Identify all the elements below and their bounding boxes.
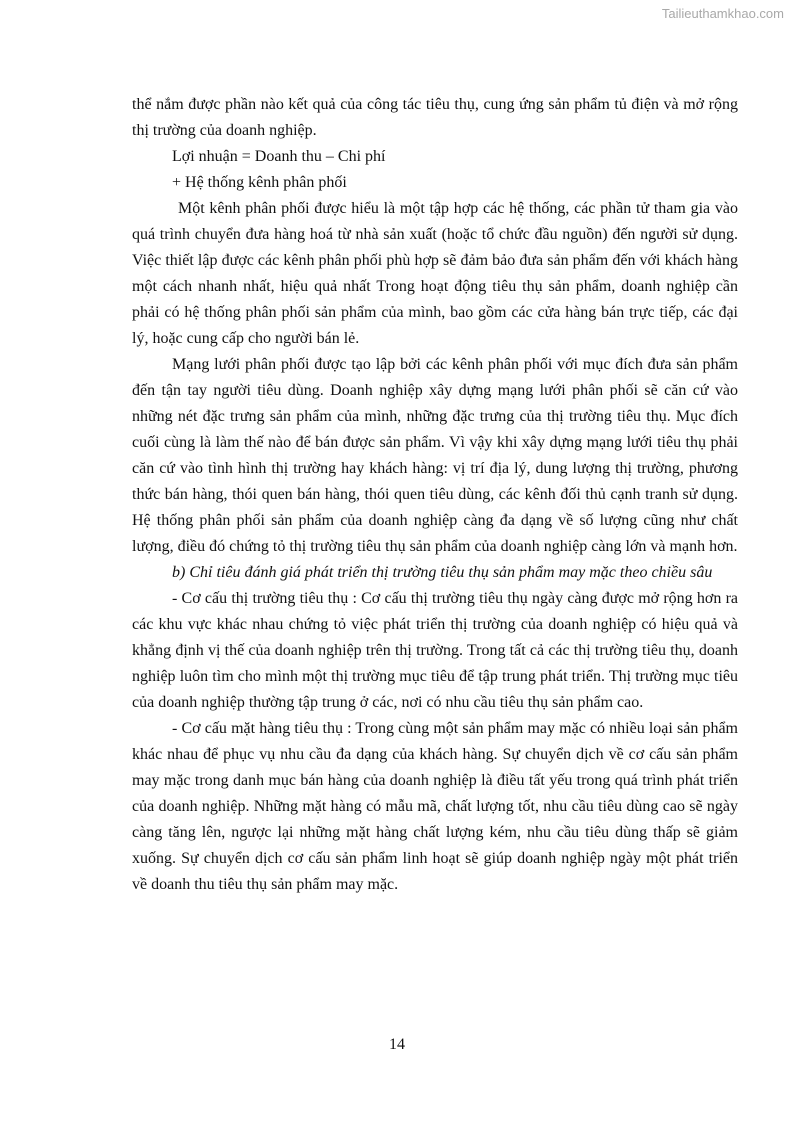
paragraph-distribution-channel: Một kênh phân phối được hiểu là một tập hợp các hệ thống, các phần tử tham gia vào quá trình chuyển đưa hàng hoá từ nhà sản xuất (hoặc tổ chức đầu nguồn) đến người sử dụng. Việc thiết lập được các kênh phân phối phù hợp sẽ đảm bảo đưa sản phẩm đến với khách hàng một cách nhanh nhất, hiệu quả nhất Trong hoạt động tiêu thụ sản phẩm, doanh nghiệp cần phải có hệ thống phân phối sản phẩm của mình, bao gồm các cửa hàng bán trực tiếp, các đại lý, hoặc cung cấp cho người bán lẻ. [132, 200, 738, 347]
watermark-text: Tailieuthamkhao.com [661, 6, 784, 21]
document-body [132, 92, 738, 898]
section-heading-b: b) Chỉ tiêu đánh giá phát triển thị trường tiêu thụ sản phẩm may mặc theo chiều sâu [172, 564, 713, 581]
page-number: 14 [389, 1036, 405, 1053]
paragraph-distribution-network: Mạng lưới phân phối được tạo lập bởi các kênh phân phối với mục đích đưa sản phẩm đến tận tay người tiêu dùng. Doanh nghiệp xây dựng mạng lưới phân phối sẽ căn cứ vào những nét đặc trưng sản phẩm của mình, những đặc trưng của thị trường tiêu thụ. Mục đích cuối cùng là làm thế nào để bán được sản phẩm. Vì vậy khi xây dựng mạng lưới tiêu thụ phải căn cứ vào tình hình thị trường hay khách hàng: vị trí địa lý, dung lượng thị trường, phương thức bán hàng, thói quen bán hàng, thói quen tiêu dùng, các kênh đối thủ cạnh tranh sử dụng. Hệ thống phân phối sản phẩm của doanh nghiệp càng đa dạng về số lượng cũng như chất lượng, điều đó chứng tỏ thị trường tiêu thụ sản phẩm của doanh nghiệp càng lớn và mạnh hơn. [132, 356, 738, 555]
profit-formula: Lợi nhuận = Doanh thu – Chi phí [172, 148, 386, 165]
paragraph-market-structure: - Cơ cấu thị trường tiêu thụ : Cơ cấu thị trường tiêu thụ ngày càng được mở rộng hơn ra các khu vực khác nhau chứng tỏ việc phát triển thị trường của doanh nghiệp có hiệu quả và khẳng định vị thế của doanh nghiệp trên thị trường. Trong tất cả các thị trường tiêu thụ, doanh nghiệp luôn tìm cho mình một thị trường mục tiêu để tập trung phát triển. Thị trường mục tiêu của doanh nghiệp thường tập trung ở các, nơi có nhu cầu tiêu thụ sản phẩm cao. [132, 590, 738, 711]
distribution-heading: + Hệ thống kênh phân phối [172, 174, 347, 191]
paragraph-continuation: thể nắm được phần nào kết quả của công tác tiêu thụ, cung ứng sản phẩm tủ điện và mở rộng thị trường của doanh nghiệp. [132, 96, 738, 139]
paragraph-product-structure: - Cơ cấu mặt hàng tiêu thụ : Trong cùng một sản phẩm may mặc có nhiều loại sản phẩm khác nhau để phục vụ nhu cầu đa dạng của khách hàng. Sự chuyển dịch về cơ cấu sản phẩm may mặc trong danh mục bán hàng của doanh nghiệp là điều tất yếu trong quá trình phát triển của doanh nghiệp. Những mặt hàng có mẫu mã, chất lượng tốt, nhu cầu tiêu dùng cao sẽ ngày càng tăng lên, ngược lại những mặt hàng chất lượng kém, nhu cầu tiêu dùng thấp sẽ giảm xuống. Sự chuyển dịch cơ cấu sản phẩm linh hoạt sẽ giúp doanh nghiệp ngày một phát triển về doanh thu tiêu thụ sản phẩm may mặc. [132, 720, 738, 893]
